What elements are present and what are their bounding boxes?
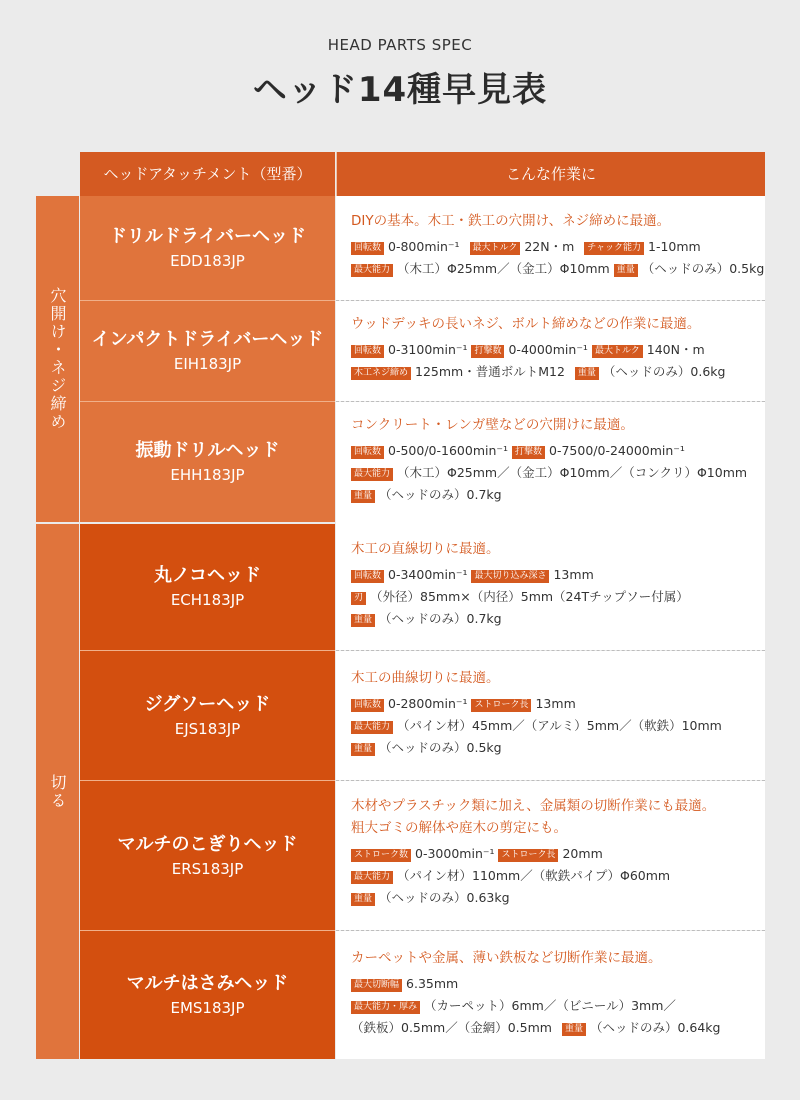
head-name-cell bbox=[80, 196, 335, 300]
spec-value: 0-3100min⁻¹ bbox=[388, 342, 468, 357]
spec-value: 0-800min⁻¹ bbox=[388, 239, 460, 254]
head-model: EIH183JP bbox=[173, 355, 242, 373]
head-desc-cell bbox=[336, 301, 765, 401]
spec-value: （ヘッドのみ）0.5kg bbox=[641, 261, 765, 276]
spec-value: 6.35mm bbox=[406, 976, 459, 991]
spec-tag: 打撃数 bbox=[512, 446, 545, 459]
head-model: EDD183JP bbox=[170, 252, 245, 270]
head-name: 丸ノコヘッド bbox=[153, 565, 262, 586]
head-desc-cell bbox=[336, 196, 765, 300]
head-name-cell bbox=[80, 524, 335, 650]
head-desc-cell bbox=[336, 522, 765, 650]
spec-value: （ヘッドのみ）0.6kg bbox=[602, 364, 726, 379]
head-name-cell bbox=[80, 402, 335, 522]
spec-line bbox=[351, 865, 753, 887]
spec-value: 0-500/0-1600min⁻¹ bbox=[388, 443, 509, 458]
spec-value: （パイン材）110mm／（軟鉄パイプ）Φ60mm bbox=[397, 868, 671, 883]
head-lead: DIYの基本。木工・鉄工の穴開け、ネジ締めに最適。 bbox=[351, 213, 671, 229]
spec-value: 22N・m bbox=[524, 239, 575, 254]
spec-tag: 最大能力 bbox=[351, 871, 393, 884]
spec-tag: 最大能力 bbox=[351, 468, 393, 481]
head-name-cell bbox=[80, 651, 335, 780]
spec-tag: 回転数 bbox=[351, 570, 384, 583]
spec-value: （ヘッドのみ）0.7kg bbox=[379, 487, 502, 502]
spec-tag: ストローク長 bbox=[498, 849, 558, 862]
spec-tag: 刃 bbox=[351, 592, 366, 605]
spec-line bbox=[351, 236, 753, 258]
spec-value: （カーペット）6mm／（ビニール）3mm／ bbox=[424, 998, 676, 1013]
spec-line bbox=[351, 440, 753, 462]
head-name: ドリルドライバーヘッド bbox=[108, 226, 307, 247]
spec-tag: 回転数 bbox=[351, 242, 384, 255]
spec-value: 0-7500/0-24000min⁻¹ bbox=[549, 443, 685, 458]
spec-line bbox=[351, 462, 753, 484]
spec-value: 0-3400min⁻¹ bbox=[388, 567, 468, 582]
head-lead-2: 粗大ゴミの解体や庭木の剪定にも。 bbox=[351, 820, 567, 836]
spec-line bbox=[351, 995, 753, 1017]
category-drilling bbox=[36, 196, 79, 522]
head-model: EMS183JP bbox=[170, 999, 245, 1017]
spec-value: 1-10mm bbox=[648, 239, 701, 254]
spec-line bbox=[351, 737, 753, 759]
category-label: 穴開け・ネジ締め bbox=[48, 287, 67, 431]
spec-line bbox=[351, 887, 753, 909]
spec-tag: 重量 bbox=[351, 614, 375, 627]
category-label: 切る bbox=[48, 773, 67, 810]
spec-tag: 最大能力 bbox=[351, 264, 393, 277]
spec-tag: ストローク数 bbox=[351, 849, 411, 862]
spec-tag: 最大トルク bbox=[470, 242, 521, 255]
spec-value: （外径）85mm×（内径）5mm（24Tチップソー付属） bbox=[370, 589, 689, 604]
spec-tag: ストローク長 bbox=[471, 699, 531, 712]
spec-tag: 最大切断幅 bbox=[351, 979, 402, 992]
spec-value: 0-3000min⁻¹ bbox=[415, 846, 495, 861]
head-name: インパクトドライバーヘッド bbox=[91, 329, 324, 350]
spec-value: 13mm bbox=[553, 567, 594, 582]
spec-tag: 回転数 bbox=[351, 699, 384, 712]
spec-line bbox=[351, 586, 753, 608]
spec-line bbox=[351, 715, 753, 737]
spec-tag: 重量 bbox=[351, 743, 375, 756]
spec-value: 0-2800min⁻¹ bbox=[388, 696, 468, 711]
spec-table bbox=[36, 152, 765, 1059]
spec-value: （鉄板）0.5mm／（金網）0.5mm bbox=[351, 1020, 552, 1035]
head-name-cell bbox=[80, 931, 335, 1059]
column-header-attachment: ヘッドアタッチメント（型番） bbox=[80, 152, 335, 196]
spec-value: 20mm bbox=[562, 846, 603, 861]
spec-tag: 重量 bbox=[575, 367, 599, 380]
spec-line bbox=[351, 693, 753, 715]
spec-tag: 重量 bbox=[614, 264, 638, 277]
spec-line bbox=[351, 608, 753, 630]
head-desc-cell bbox=[336, 781, 765, 930]
spec-line bbox=[351, 843, 753, 865]
spec-value: （ヘッドのみ）0.7kg bbox=[379, 611, 502, 626]
spec-value: 125mm・普通ボルトM12 bbox=[415, 364, 565, 379]
spec-value: （ヘッドのみ）0.5kg bbox=[379, 740, 502, 755]
spec-line bbox=[351, 484, 753, 506]
head-lead: コンクリート・レンガ壁などの穴開けに最適。 bbox=[351, 417, 634, 433]
head-name: マルチのこぎりヘッド bbox=[117, 833, 298, 855]
spec-line bbox=[351, 973, 753, 995]
spec-tag: 重量 bbox=[351, 490, 375, 503]
spec-line bbox=[351, 339, 753, 361]
spec-tag: 最大トルク bbox=[592, 345, 643, 358]
page-subtitle: HEAD PARTS SPEC bbox=[327, 36, 473, 54]
head-model: EHH183JP bbox=[170, 466, 245, 484]
spec-tag: 木工ネジ締め bbox=[351, 367, 411, 380]
spec-tag: 最大切り込み深さ bbox=[471, 570, 549, 583]
head-name: ジグソーヘッド bbox=[144, 693, 271, 715]
head-name: 振動ドリルヘッド bbox=[135, 440, 280, 461]
head-name: マルチはさみヘッド bbox=[126, 973, 289, 994]
head-lead: 木工の直線切りに最適。 bbox=[351, 541, 500, 557]
spec-tag: 最大能力・厚み bbox=[351, 1001, 420, 1014]
spec-value: （ヘッドのみ）0.64kg bbox=[589, 1020, 721, 1035]
spec-value: （木工）Φ25mm／（金工）Φ10mm／（コンクリ）Φ10mm bbox=[397, 465, 748, 480]
spec-value: 13mm bbox=[535, 696, 576, 711]
spec-value: 140N・m bbox=[646, 342, 705, 357]
head-desc-cell bbox=[336, 402, 765, 522]
spec-line bbox=[351, 564, 753, 586]
spec-tag: 打撃数 bbox=[471, 345, 504, 358]
head-model: ECH183JP bbox=[170, 591, 245, 609]
page-title: ヘッド14種早見表 bbox=[252, 70, 548, 110]
spec-value: （木工）Φ25mm／（金工）Φ10mm bbox=[397, 261, 610, 276]
spec-line bbox=[351, 361, 753, 383]
spec-tag: チャック能力 bbox=[584, 242, 644, 255]
spec-value: 0-4000min⁻¹ bbox=[508, 342, 588, 357]
head-desc-cell bbox=[336, 931, 765, 1059]
head-model: ERS183JP bbox=[171, 859, 244, 878]
column-header-usage: こんな作業に bbox=[336, 152, 765, 196]
spec-tag: 最大能力 bbox=[351, 721, 393, 734]
spec-line bbox=[351, 1017, 753, 1039]
head-lead: ウッドデッキの長いネジ、ボルト締めなどの作業に最適。 bbox=[351, 316, 701, 332]
head-name-cell bbox=[80, 781, 335, 930]
spec-tag: 回転数 bbox=[351, 345, 384, 358]
spec-line bbox=[351, 258, 765, 280]
head-lead: 木工の曲線切りに最適。 bbox=[351, 670, 500, 686]
spec-tag: 重量 bbox=[351, 893, 375, 906]
head-desc-cell bbox=[336, 651, 765, 780]
spec-value: （パイン材）45mm／（アルミ）5mm／（軟鉄）10mm bbox=[397, 718, 722, 733]
spec-value: （ヘッドのみ）0.63kg bbox=[379, 890, 510, 905]
spec-tag: 重量 bbox=[562, 1023, 586, 1036]
head-lead: 木材やプラスチック類に加え、金属類の切断作業にも最適。 bbox=[351, 798, 716, 814]
spec-tag: 回転数 bbox=[351, 446, 384, 459]
head-lead: カーペットや金属、薄い鉄板など切断作業に最適。 bbox=[351, 950, 662, 966]
head-model: EJS183JP bbox=[174, 719, 241, 738]
head-name-cell bbox=[80, 301, 335, 401]
category-cutting bbox=[36, 524, 79, 1059]
